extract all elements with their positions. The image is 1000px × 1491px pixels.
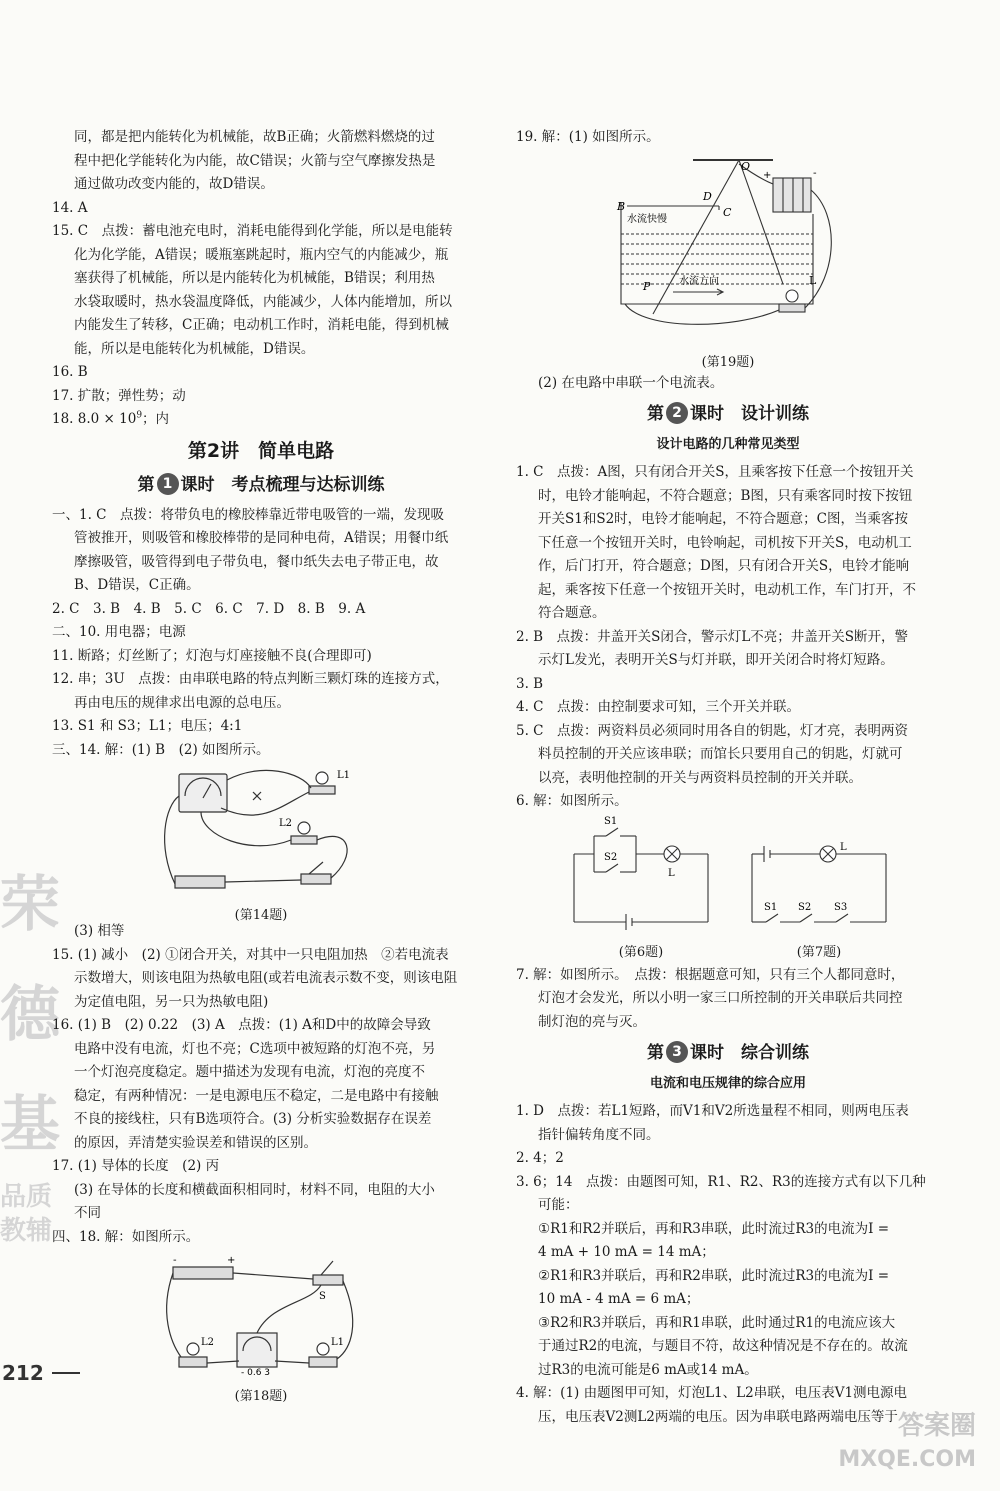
label-s1: S1 <box>764 901 778 913</box>
label-l1: L1 <box>331 1337 345 1348</box>
watermark-glyph: 德 <box>0 980 60 1050</box>
answer-line: 程中把化学能转化为内能，故C错误；火箭与空气摩擦发热是 <box>74 152 436 169</box>
figure-19-drawing <box>613 154 843 344</box>
lesson-name: 课时 设计训练 <box>690 404 809 424</box>
answer-line: 4. C 点拨：由控制要求可知，三个开关并联。 <box>516 699 801 715</box>
lesson-prefix: 第 <box>137 474 155 495</box>
label-s3: S3 <box>834 901 848 913</box>
answer-line: 一、1. C 点拨：将带负电的橡胶棒靠近带电吸管的一端，发现吸 <box>52 506 445 523</box>
answer-line: 塞获得了机械能，所以是内能转化为机械能，B错误；利用热 <box>74 270 435 286</box>
answer-line: (3) 相等 <box>74 923 125 939</box>
answer-line: 2. C 3. B 4. B 5. C 6. C 7. D 8. B 9. A <box>52 600 366 617</box>
answer-line: 15. C 点拨：蓄电池充电时，消耗电能得到化学能，所以是电能转 <box>52 223 453 239</box>
title-underline <box>653 1064 803 1069</box>
exponent: 9 <box>136 410 143 421</box>
figure-7 <box>744 814 894 965</box>
label-b: B <box>617 199 626 213</box>
answer-line: (2) 在电路中串联一个电流表。 <box>538 374 724 391</box>
label-s2: S2 <box>604 851 618 863</box>
answer-line: 13. S1 和 S3；L1；电压；4:1 <box>52 718 243 734</box>
label-minus: - <box>813 167 817 179</box>
answer-line: 17. 扩散；弹性势；动 <box>52 387 186 404</box>
answer-line: 化为化学能，A错误；暖瓶塞跳起时，瓶内空气的内能减少，瓶 <box>74 246 449 263</box>
figure-18-drawing <box>161 1253 361 1377</box>
answer-line: 11. 断路；灯丝断了；灯泡与灯座接触不良(合理即可) <box>52 647 372 664</box>
label-l: L <box>809 273 817 287</box>
label-flow-direction: 水流方向 <box>679 275 719 287</box>
lesson-title <box>52 470 470 500</box>
answer-line: (3) 在导体的长度和横截面积相同时，材料不同，电阻的大小 <box>74 1181 435 1198</box>
answer-line: 16. B <box>52 364 88 380</box>
answer-line: B、D错误，C正确。 <box>74 577 200 593</box>
label-minus: - <box>173 1255 177 1266</box>
answer-line: 料员控制的开关应该串联；而馆长只要用自己的钥匙，灯就可 <box>538 746 903 762</box>
figure-7-drawing <box>744 814 894 934</box>
answer-line: 10 mA - 4 mA = 6 mA； <box>538 1291 700 1307</box>
answer-line: 可能： <box>538 1197 579 1213</box>
figure-6-drawing <box>566 814 716 934</box>
answer-line: ③R2和R3并联后，再和R1串联，此时通过R1的电流应该大 <box>538 1314 896 1331</box>
answer-line: 三、14. 解：(1) B (2) 如图所示。 <box>52 741 270 758</box>
label-plus: + <box>763 169 772 181</box>
answer-line: 不同 <box>74 1205 101 1221</box>
figures-6-7 <box>516 814 940 964</box>
answer-line: 示数增大，则该电阻为热敏电阻(或若电流表示数不变，则该电阻 <box>74 970 458 986</box>
answer-text: 18. 8.0 × 10 <box>52 411 137 427</box>
answer-line: 开关S1和S2时，电铃才能响起，不符合题意；C图，当乘客按 <box>538 511 909 527</box>
label-flow-speed: 水流快慢 <box>627 213 667 225</box>
figure-caption: (第19题) <box>701 355 755 370</box>
answer-line: 四、18. 解：如图所示。 <box>52 1228 200 1245</box>
answer-line: 1. D 点拨：若L1短路，而V1和V2所选量程不相同，则两电压表 <box>516 1103 909 1119</box>
answer-line: 4. 解：(1) 由题图甲可知，灯泡L1、L2串联，电压表V1测电源电 <box>516 1385 908 1401</box>
answer-line: 指针偏转角度不同。 <box>538 1126 660 1143</box>
answer-line: 再由电压的规律求出电源的总电压。 <box>74 694 290 711</box>
label-p: P <box>643 279 651 293</box>
figure-caption: (第6题) <box>618 945 664 960</box>
answer-line: 12. 串；3U 点拨：由串联电路的特点判断三颗灯珠的连接方式， <box>52 671 449 687</box>
answer-line: 作，后门打开，符合题意；D图，只有闭合开关S，电铃才能响 <box>538 558 910 574</box>
label-l2: L2 <box>201 1337 215 1348</box>
answer-line: 14. A <box>52 199 88 216</box>
figure-caption: (第14题) <box>234 907 288 923</box>
answer-line: 17. (1) 导体的长度 (2) 丙 <box>52 1158 220 1174</box>
answer-line: 能，所以是电能转化为机械能，D错误。 <box>74 340 315 357</box>
watermark-url: MXQE.COM <box>838 1447 976 1472</box>
answer-line: 16. (1) B (2) 0.22 (3) A 点拨：(1) A和D中的故障会导致 <box>52 1017 431 1033</box>
answer-line: 二、10. 用电器；电源 <box>52 624 186 640</box>
lesson-prefix: 第 <box>647 404 664 424</box>
label-s2: S2 <box>798 901 812 913</box>
figure-19 <box>613 154 843 368</box>
lesson-prefix: 第 <box>647 1043 664 1063</box>
answer-line: 2. 4；2 <box>516 1150 564 1166</box>
answer-line: 电路中没有电流，灯也不亮；C选项中被短路的灯泡不亮，另 <box>74 1040 436 1057</box>
lesson-number-badge: 1 <box>157 473 179 495</box>
right-column <box>516 126 940 1429</box>
label-l: L <box>840 841 847 853</box>
answer-line: 6. 解：如图所示。 <box>516 793 628 809</box>
lecture-title: 第2讲 简单电路 <box>187 439 335 462</box>
answer-line: 摩擦吸管，吸管得到电子带负电，餐巾纸失去电子带正电，故 <box>74 553 439 570</box>
page-number: 212 <box>2 1362 80 1386</box>
title-underline <box>186 496 336 501</box>
label-meter-range: - 0.6 3 <box>241 1368 271 1377</box>
answer-line: 2. B 点拨：井盖开关S闭合，警示灯L不亮；井盖开关S断开，警 <box>516 628 909 645</box>
answer-line: 同，都是把内能转化为机械能，故B正确；火箭燃料燃烧的过 <box>74 129 435 145</box>
figure-14-drawing <box>161 766 361 896</box>
label-s: S <box>319 1291 326 1302</box>
label-plus: + <box>227 1255 236 1266</box>
figure-caption: (第7题) <box>796 945 842 960</box>
answer-line: 3. B <box>516 675 544 692</box>
label-o: O <box>741 159 751 173</box>
watermark-corner <box>838 1409 976 1477</box>
answer-line: 内能发生了转移，C正确；电动机工作时，消耗电能，得到机械 <box>74 317 449 333</box>
watermark-small: 教辅 <box>0 1216 53 1246</box>
answer-line: 1. C 点拨：A图，只有闭合开关S，且乘客按下任意一个按钮开关 <box>516 464 914 480</box>
lesson-title <box>516 1038 940 1068</box>
answer-line: 符合题意。 <box>538 605 606 621</box>
answer-line: 示灯L发光，表明开关S与灯并联，即开关闭合时将灯短路。 <box>538 652 894 668</box>
answer-line: 5. C 点拨：两资料员必须同时用各自的钥匙，灯才亮，表明两资 <box>516 722 909 739</box>
answer-line: 压，电压表V2测L2两端的电压。因为串联电路两端电压等于 <box>538 1408 898 1425</box>
answer-line: 稳定，有两种情况：一是电源电压不稳定，二是电路中有接触 <box>74 1087 439 1104</box>
answer-line: 以亮，表明他控制的开关与两资料员控制的开关并联。 <box>538 769 862 786</box>
left-column <box>52 126 470 1403</box>
answer-line: 制灯泡的亮与灭。 <box>538 1013 646 1030</box>
answer-line: 管被推开，则吸管和橡胶棒带的是同种电荷，A错误；用餐巾纸 <box>74 530 449 546</box>
answer-line: 过R3的电流可能是6 mA或14 mA。 <box>538 1361 758 1378</box>
watermark-logo-text: 答案圈 <box>897 1411 976 1441</box>
answer-line: ①R1和R2并联后，再和R3串联，此时流过R3的电流为I = <box>538 1220 890 1237</box>
section-subtitle: 设计电路的几种常见类型 <box>656 437 800 452</box>
answer-line: 19. 解：(1) 如图所示。 <box>516 129 660 145</box>
label-d: D <box>703 189 712 203</box>
label-l2: L2 <box>279 818 293 829</box>
label-l: L <box>668 867 675 879</box>
lesson-name: 课时 考点梳理与达标训练 <box>180 474 385 495</box>
answer-line: 于通过R2的电流，与题目不符，故这种情况是不存在的。故流 <box>538 1338 908 1354</box>
answer-line: 3. 6；14 点拨：由题图可知，R1、R2、R3的连接方式有以下几种 <box>516 1173 926 1190</box>
title-underline <box>653 425 803 430</box>
answer-line: 一个灯泡亮度稳定。题中描述为发现有电流，灯泡的亮度不 <box>74 1064 425 1080</box>
section-subtitle: 电流和电压规律的综合应用 <box>649 1076 806 1091</box>
answer-line: 7. 解：如图所示。 点拨：根据题意可知，只有三个人都同意时， <box>516 966 905 983</box>
lesson-number-badge: 2 <box>666 402 688 424</box>
answer-line: 不良的接线柱，只有B选项符合。(3) 分析实验数据存在误差 <box>74 1111 432 1127</box>
label-c: C <box>723 205 732 219</box>
answer-line: 起，乘客按下任意一个按钮开关时，电动机工作，车门打开，不 <box>538 581 916 598</box>
watermark-glyph: 荣 <box>0 870 60 940</box>
figure-14 <box>161 766 361 923</box>
lesson-title <box>516 399 940 429</box>
answer-line: 为定值电阻，另一只为热敏电阻) <box>74 993 269 1010</box>
answer-line: 灯泡才会发光，所以小明一家三口所控制的开关串联后共同控 <box>538 990 903 1006</box>
figure-caption: (第18题) <box>234 1388 288 1404</box>
watermark-glyph: 基 <box>0 1090 60 1160</box>
answer-line <box>52 408 470 432</box>
answer-line: 15. (1) 减小 (2) ①闭合开关，对其中一只电阻加热 ②若电流表 <box>52 946 449 963</box>
answer-line: 通过做功改变内能的，故D错误。 <box>74 176 274 192</box>
answer-line: ②R1和R3并联后，再和R2串联，此时流过R3的电流为I = <box>538 1267 890 1284</box>
label-s1: S1 <box>604 815 618 827</box>
figure-18 <box>161 1253 361 1404</box>
lesson-name: 课时 综合训练 <box>690 1043 809 1063</box>
answer-text: ；内 <box>142 411 170 427</box>
label-l1: L1 <box>337 770 351 781</box>
figure-6 <box>566 814 716 965</box>
answer-line: 时，电铃才能响起，不符合题意；B图，只有乘客同时按下按钮 <box>538 487 913 504</box>
watermark-small: 品质 <box>0 1182 53 1212</box>
answer-line: 的原因，弄清楚实验误差和错误的区别。 <box>74 1134 317 1151</box>
answer-line: 水袋取暖时，热水袋温度降低，内能减少，人体内能增加，所以 <box>74 293 452 310</box>
answer-line: 下任意一个按钮开关时，电铃响起，司机按下开关S，电动机工 <box>538 534 912 551</box>
answer-line: 4 mA + 10 mA = 14 mA； <box>538 1244 715 1260</box>
lesson-number-badge: 3 <box>666 1041 688 1063</box>
